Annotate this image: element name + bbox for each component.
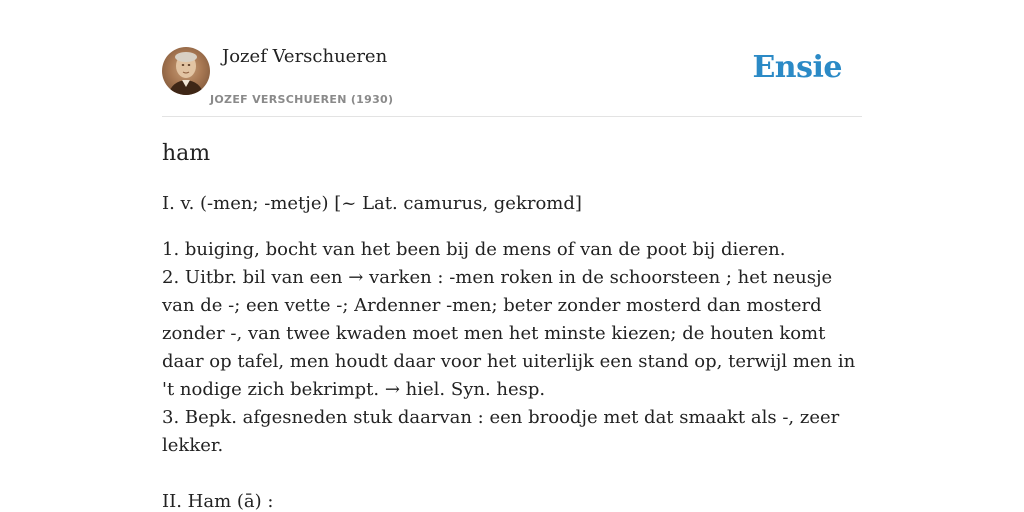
sense-3: 3. Bepk. afgesneden stuk daarvan : een broodje met dat smaakt als -, zeer lekker.: [162, 407, 840, 456]
dictionary-entry: [162, 138, 862, 512]
entry-headword: ham: [162, 141, 211, 166]
sense-1: 1. buiging, bocht van het been bij de mens of van de poot bij dieren.: [162, 239, 786, 260]
author-subtitle: JOZEF VERSCHUEREN (1930): [210, 93, 394, 106]
author-avatar[interactable]: [162, 47, 210, 95]
entry-grammar: I. v. (-men; -metje) [~ Lat. camurus, gekromd]: [162, 193, 582, 214]
entry-senses: [162, 236, 862, 460]
entry-section-2: II. Ham (ā) :: [162, 491, 274, 512]
sense-2: 2. Uitbr. bil van een → varken : -men roken in de schoorsteen ; het neusje van de -; een vette -; Ardenner -men; beter zonder mosterd dan mosterd zonder -, van twee kwaden moet men het minste kiezen; de houten komt daar op tafel, men houdt daar voor het uiterlijk een stand op, terwijl men in 't nodige zich bekrimpt. → hiel. Syn. hesp.: [162, 267, 856, 400]
author-header: [162, 40, 862, 117]
portrait-icon: [162, 47, 210, 95]
author-name[interactable]: Jozef Verschueren: [222, 46, 388, 67]
brand-logo[interactable]: Ensie: [752, 50, 842, 85]
